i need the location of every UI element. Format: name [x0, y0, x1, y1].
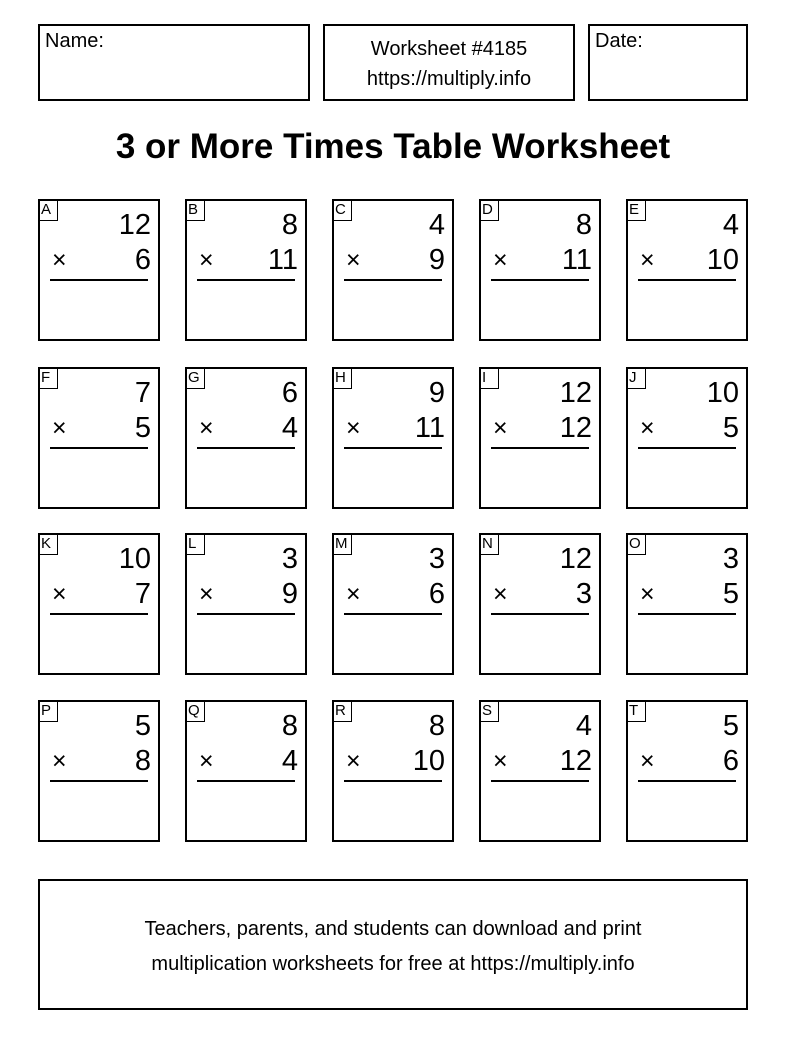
- problem-card[interactable]: [626, 367, 748, 509]
- problem-letter: C: [332, 199, 352, 221]
- footer-line-2: multiplication worksheets for free at https://multiply.info: [151, 953, 635, 975]
- answer-line: [344, 447, 442, 449]
- multiplier: 12: [559, 745, 592, 777]
- multiplicand: 4: [722, 209, 739, 241]
- multiplier: 5: [722, 578, 739, 610]
- times-sign: ×: [52, 246, 67, 274]
- problem-letter: I: [479, 367, 499, 389]
- footer-box: [38, 879, 748, 1010]
- problem-card[interactable]: [332, 367, 454, 509]
- name-label: Name:: [45, 30, 104, 52]
- answer-line: [638, 780, 736, 782]
- problem-letter: B: [185, 199, 205, 221]
- problem-letter: F: [38, 367, 58, 389]
- problem-card[interactable]: [626, 700, 748, 842]
- problem-card[interactable]: [185, 367, 307, 509]
- problem-grid: [38, 199, 749, 843]
- times-sign: ×: [346, 246, 361, 274]
- times-sign: ×: [346, 414, 361, 442]
- multiplier: 9: [281, 578, 298, 610]
- worksheet-number: Worksheet #4185: [370, 38, 528, 60]
- problem-card[interactable]: [332, 533, 454, 675]
- multiplicand: 4: [428, 209, 445, 241]
- times-sign: ×: [640, 246, 655, 274]
- times-sign: ×: [640, 747, 655, 775]
- times-sign: ×: [493, 747, 508, 775]
- problem-letter: J: [626, 367, 646, 389]
- worksheet-id-box: [323, 24, 575, 101]
- multiplier: 11: [561, 244, 592, 276]
- answer-line: [344, 613, 442, 615]
- problem-letter: S: [479, 700, 499, 722]
- multiplicand: 8: [575, 209, 592, 241]
- multiplicand: 12: [559, 377, 592, 409]
- problem-card[interactable]: [479, 533, 601, 675]
- multiplicand: 3: [722, 543, 739, 575]
- multiplicand: 8: [281, 209, 298, 241]
- problem-card[interactable]: [626, 533, 748, 675]
- problem-card[interactable]: [626, 199, 748, 341]
- multiplicand: 9: [428, 377, 445, 409]
- date-field-box[interactable]: [588, 24, 748, 101]
- multiplier: 8: [134, 745, 151, 777]
- times-sign: ×: [199, 414, 214, 442]
- multiplier: 7: [134, 578, 151, 610]
- problem-letter: H: [332, 367, 352, 389]
- problem-card[interactable]: [479, 367, 601, 509]
- multiplier: 3: [575, 578, 592, 610]
- multiplicand: 6: [281, 377, 298, 409]
- problem-card[interactable]: [479, 199, 601, 341]
- multiplier: 6: [428, 578, 445, 610]
- answer-line: [197, 279, 295, 281]
- answer-line: [197, 613, 295, 615]
- problem-card[interactable]: [332, 700, 454, 842]
- answer-line: [491, 279, 589, 281]
- problem-letter: D: [479, 199, 499, 221]
- problem-card[interactable]: [38, 199, 160, 341]
- answer-line: [491, 780, 589, 782]
- answer-line: [197, 780, 295, 782]
- answer-line: [50, 279, 148, 281]
- times-sign: ×: [493, 414, 508, 442]
- problem-letter: K: [38, 533, 58, 555]
- answer-line: [50, 613, 148, 615]
- problem-letter: N: [479, 533, 499, 555]
- problem-card[interactable]: [479, 700, 601, 842]
- times-sign: ×: [346, 580, 361, 608]
- multiplicand: 8: [281, 710, 298, 742]
- problem-card[interactable]: [38, 700, 160, 842]
- problem-letter: T: [626, 700, 646, 722]
- multiplicand: 5: [722, 710, 739, 742]
- name-field-box[interactable]: [38, 24, 310, 101]
- problem-card[interactable]: [185, 199, 307, 341]
- multiplicand: 7: [134, 377, 151, 409]
- problem-letter: L: [185, 533, 205, 555]
- answer-line: [638, 279, 736, 281]
- answer-line: [344, 279, 442, 281]
- times-sign: ×: [52, 414, 67, 442]
- multiplier: 11: [414, 412, 445, 444]
- problem-letter: G: [185, 367, 205, 389]
- answer-line: [638, 447, 736, 449]
- multiplicand: 12: [118, 209, 151, 241]
- problem-letter: Q: [185, 700, 205, 722]
- multiplier: 10: [412, 745, 445, 777]
- answer-line: [491, 613, 589, 615]
- times-sign: ×: [52, 580, 67, 608]
- date-label: Date:: [595, 30, 643, 52]
- multiplicand: 10: [118, 543, 151, 575]
- problem-card[interactable]: [332, 199, 454, 341]
- multiplicand: 4: [575, 710, 592, 742]
- answer-line: [50, 447, 148, 449]
- multiplier: 4: [281, 745, 298, 777]
- multiplier: 5: [134, 412, 151, 444]
- multiplicand: 5: [134, 710, 151, 742]
- problem-letter: O: [626, 533, 646, 555]
- times-sign: ×: [199, 246, 214, 274]
- answer-line: [491, 447, 589, 449]
- page-title: 3 or More Times Table Worksheet: [115, 127, 671, 166]
- multiplicand: 3: [281, 543, 298, 575]
- times-sign: ×: [640, 580, 655, 608]
- problem-card[interactable]: [38, 533, 160, 675]
- times-sign: ×: [493, 246, 508, 274]
- multiplicand: 12: [559, 543, 592, 575]
- problem-card[interactable]: [38, 367, 160, 509]
- multiplicand: 10: [706, 377, 739, 409]
- multiplier: 11: [267, 244, 298, 276]
- answer-line: [50, 780, 148, 782]
- multiplier: 5: [722, 412, 739, 444]
- times-sign: ×: [493, 580, 508, 608]
- problem-card[interactable]: [185, 533, 307, 675]
- problem-letter: P: [38, 700, 58, 722]
- multiplier: 6: [722, 745, 739, 777]
- problem-letter: R: [332, 700, 352, 722]
- multiplier: 12: [559, 412, 592, 444]
- answer-line: [638, 613, 736, 615]
- footer-line-1: Teachers, parents, and students can download and print: [144, 918, 642, 940]
- multiplier: 10: [706, 244, 739, 276]
- times-sign: ×: [640, 414, 655, 442]
- times-sign: ×: [199, 580, 214, 608]
- multiplicand: 3: [428, 543, 445, 575]
- multiplicand: 8: [428, 710, 445, 742]
- problem-card[interactable]: [185, 700, 307, 842]
- problem-letter: M: [332, 533, 352, 555]
- answer-line: [344, 780, 442, 782]
- times-sign: ×: [346, 747, 361, 775]
- problem-letter: A: [38, 199, 58, 221]
- times-sign: ×: [199, 747, 214, 775]
- times-sign: ×: [52, 747, 67, 775]
- worksheet-url: https://multiply.info: [366, 68, 532, 90]
- answer-line: [197, 447, 295, 449]
- multiplier: 6: [134, 244, 151, 276]
- multiplier: 4: [281, 412, 298, 444]
- problem-letter: E: [626, 199, 646, 221]
- multiplier: 9: [428, 244, 445, 276]
